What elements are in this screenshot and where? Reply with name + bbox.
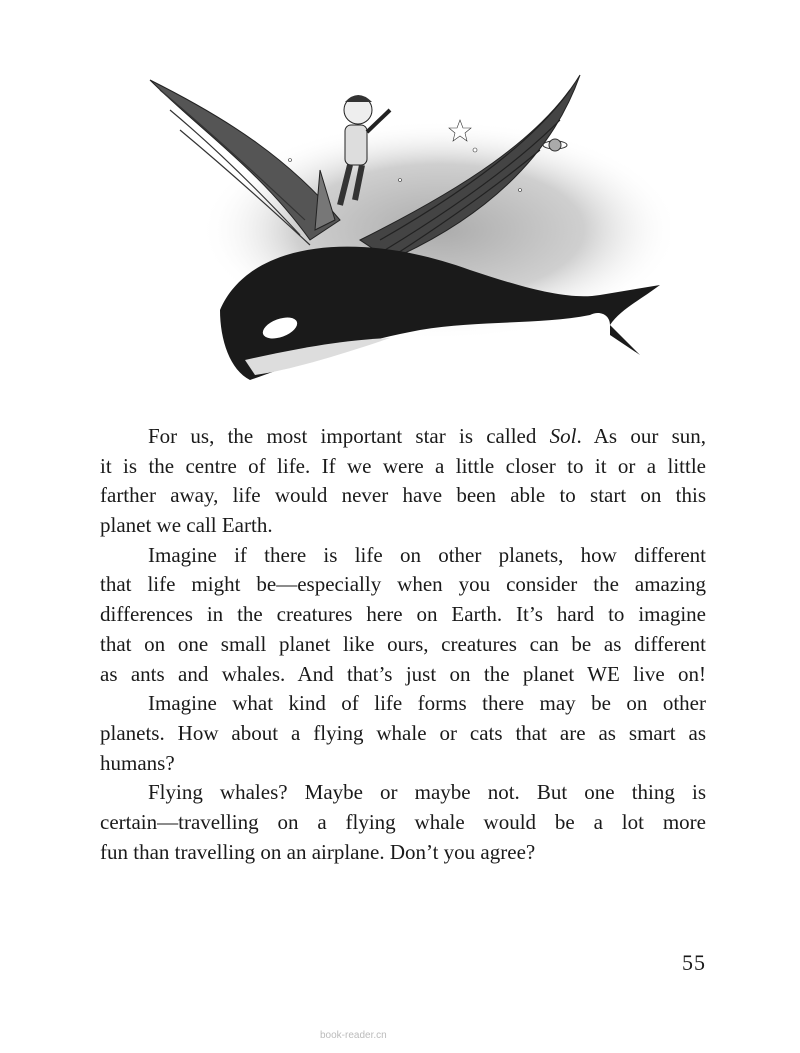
text-span: For us, the most important star is called	[148, 424, 550, 448]
italic-star-name: Sol	[549, 424, 577, 448]
text-line: fun than travelling on an airplane. Don’t you agree?	[100, 839, 536, 864]
text-line: planets. How about a flying whale or cats that are as smart as	[100, 720, 706, 745]
paragraph	[100, 422, 706, 541]
text-line: Flying whales? Maybe or maybe not. But one thing is	[148, 780, 706, 805]
text-line: as ants and whales. And that’s just on the planet WE live on!	[100, 661, 706, 686]
text-line: humans?	[100, 750, 175, 775]
watermark: book-reader.cn	[320, 1030, 387, 1041]
text-span: . As our sun,	[576, 424, 706, 448]
text-line	[100, 422, 706, 452]
paragraph	[100, 778, 706, 867]
text-line: certain—travelling on a flying whale would be a lot more	[100, 809, 706, 834]
flying-whale-illustration	[140, 70, 670, 390]
text-line: that life might be—especially when you consider the amazing	[100, 572, 706, 597]
text-line: Imagine what kind of life forms there may be on other	[148, 691, 706, 716]
text-line: differences in the creatures here on Earth. It’s hard to imagine	[100, 602, 706, 627]
text-line: that on one small planet like ours, creatures can be as different	[100, 631, 706, 656]
paragraph	[100, 689, 706, 778]
text-line: it is the centre of life. If we were a little closer to it or a little	[100, 453, 706, 478]
text-line: farther away, life would never have been able to start on this	[100, 483, 706, 508]
text-line: planet we call Earth.	[100, 513, 273, 538]
page-number: 55	[682, 950, 706, 975]
paragraph	[100, 541, 706, 689]
text-line: Imagine if there is life on other planets, how different	[148, 542, 706, 567]
body-text	[100, 422, 706, 867]
